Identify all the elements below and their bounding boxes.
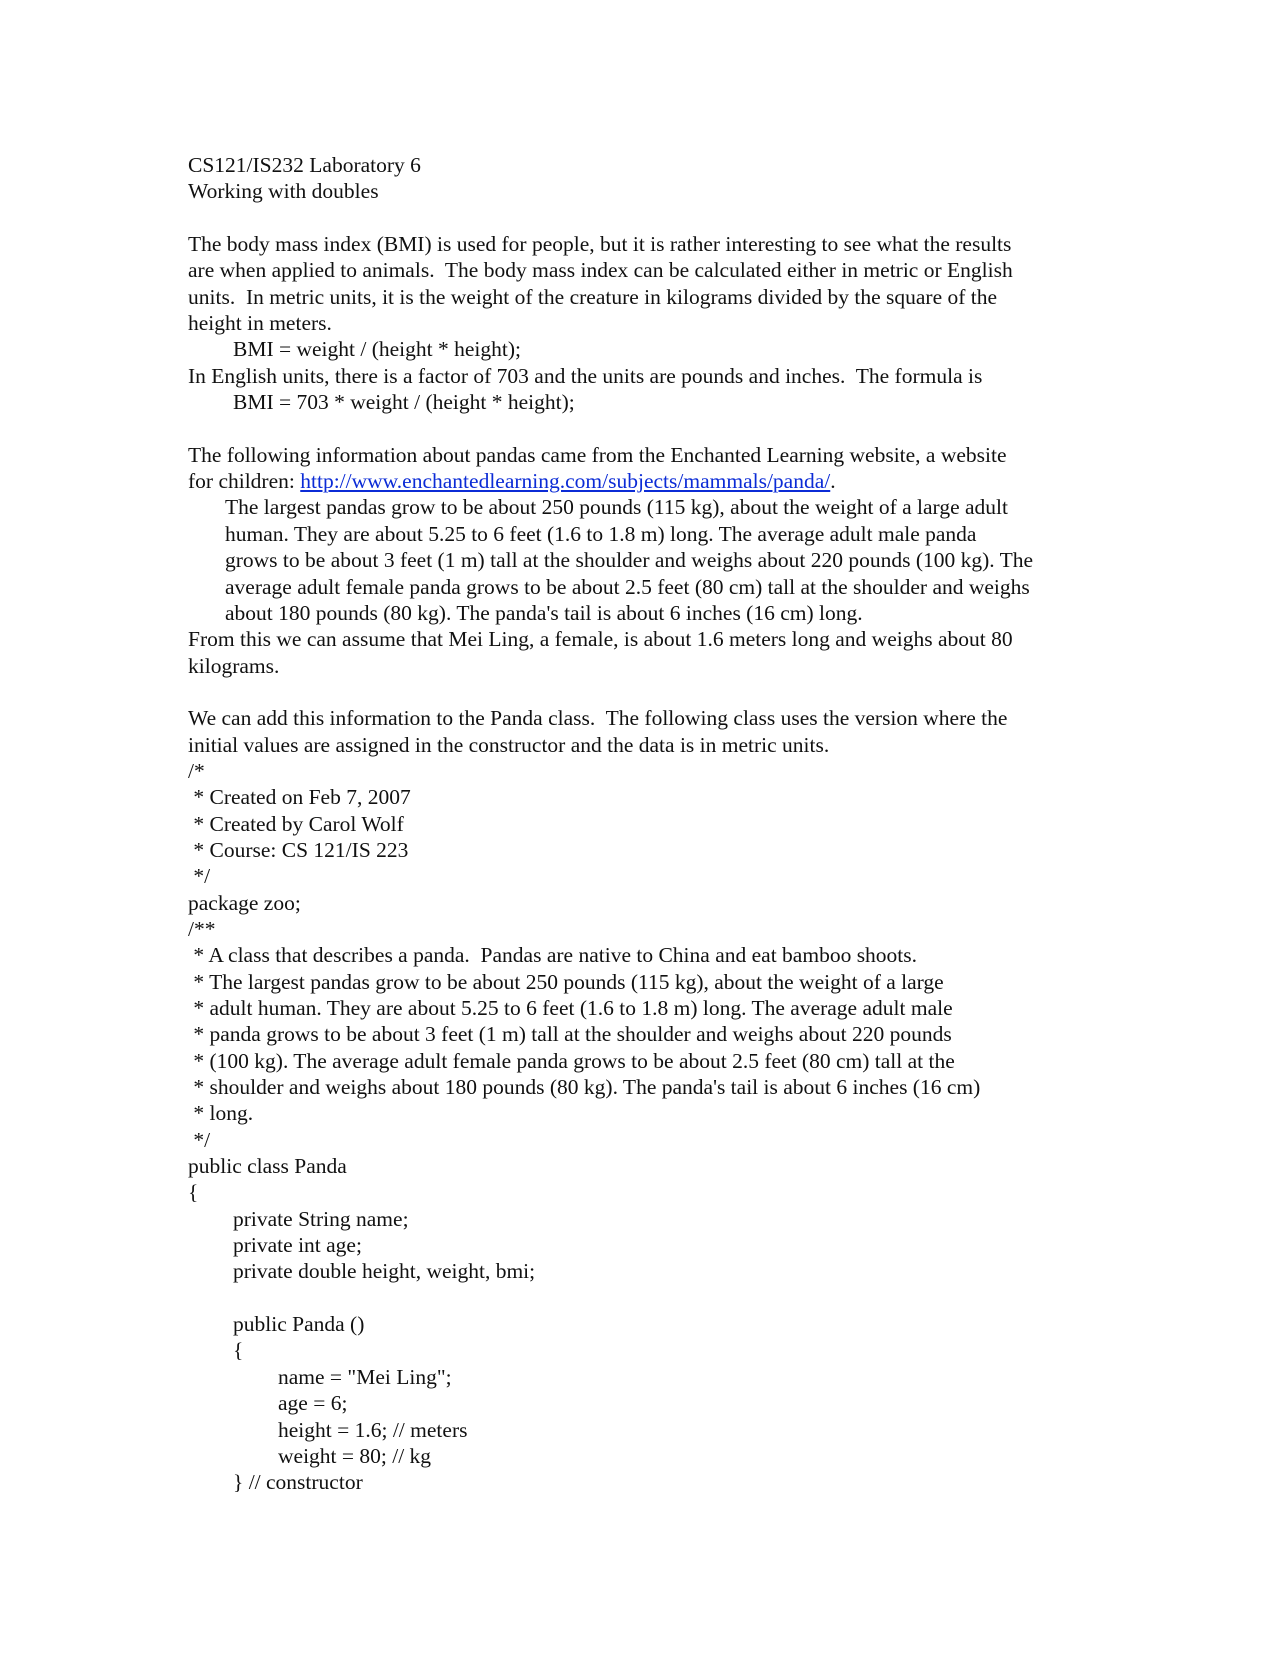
code-line: weight = 80; // kg (278, 1443, 432, 1468)
assumption-line-1: From this we can assume that Mei Ling, a female, is about 1.6 meters long and weighs about 80 (188, 627, 1013, 652)
code-line: /* (188, 758, 205, 783)
code-line: public Panda () (233, 1312, 365, 1337)
intro-line-2: are when applied to animals. The body mass index can be calculated either in metric or English (188, 258, 1013, 283)
enchanted-learning-link[interactable]: http://www.enchantedlearning.com/subjects/mammals/panda/ (300, 469, 831, 494)
document-page (188, 152, 1108, 1496)
code-line: * shoulder and weighs about 180 pounds (80 kg). The panda's tail is about 6 inches (16 cm) (188, 1075, 981, 1100)
intro-line-1: The body mass index (BMI) is used for people, but it is rather interesting to see what the results (188, 232, 1012, 257)
code-line: } // constructor (233, 1470, 363, 1495)
code-line: package zoo; (188, 890, 301, 915)
code-line: * long. (188, 1101, 254, 1126)
code-line: age = 6; (278, 1391, 348, 1416)
code-line: * (100 kg). The average adult female panda grows to be about 2.5 feet (80 cm) tall at the (188, 1048, 955, 1073)
lab-subtitle: Working with doubles (188, 179, 379, 204)
code-line: { (188, 1180, 199, 1205)
lab-title: CS121/IS232 Laboratory 6 (188, 153, 421, 177)
spacer (188, 679, 1108, 705)
code-line: private String name; (233, 1206, 409, 1231)
code-line: { (233, 1338, 244, 1363)
code-line: height = 1.6; // meters (278, 1417, 468, 1442)
quote-line-4: average adult female panda grows to be about 2.5 feet (80 cm) tall at the shoulder and weighs (225, 574, 1030, 599)
class-intro-line-1: We can add this information to the Panda class. The following class uses the version where the (188, 706, 1008, 731)
intro-line-4: height in meters. (188, 311, 332, 336)
quote-line-1: The largest pandas grow to be about 250 pounds (115 kg), about the weight of a large adult (225, 495, 1008, 520)
quote-line-2: human. They are about 5.25 to 6 feet (1.6 to 1.8 m) long. The average adult male panda (225, 521, 977, 546)
class-intro-line-2: initial values are assigned in the constructor and the data is in metric units. (188, 732, 830, 757)
code-line: * Course: CS 121/IS 223 (188, 837, 409, 862)
code-line: * The largest pandas grow to be about 250 pounds (115 kg), about the weight of a large (188, 969, 944, 994)
source-suffix: . (830, 469, 836, 494)
formula-english: BMI = 703 * weight / (height * height); (233, 390, 575, 415)
code-line: public class Panda (188, 1154, 347, 1179)
intro-line-3: units. In metric units, it is the weight of the creature in kilograms divided by the square of the (188, 284, 998, 309)
code-line: * panda grows to be about 3 feet (1 m) tall at the shoulder and weighs about 220 pounds (188, 1022, 952, 1047)
source-prefix: for children: (188, 469, 301, 494)
code-line: * A class that describes a panda. Pandas are native to China and eat bamboo shoots. (188, 943, 918, 968)
code-line: name = "Mei Ling"; (278, 1364, 452, 1389)
code-line: * Created on Feb 7, 2007 (188, 785, 411, 810)
assumption-line-2: kilograms. (188, 653, 280, 678)
code-line: */ (188, 864, 211, 889)
code-line: * Created by Carol Wolf (188, 811, 404, 836)
english-units-line: In English units, there is a factor of 703 and the units are pounds and inches. The formula is (188, 363, 983, 388)
quote-line-5: about 180 pounds (80 kg). The panda's tail is about 6 inches (16 cm) long. (225, 600, 863, 625)
spacer (188, 1285, 1108, 1311)
code-line: private int age; (233, 1233, 362, 1258)
formula-metric: BMI = weight / (height * height); (233, 337, 522, 362)
code-line: /** (188, 916, 216, 941)
code-line: */ (188, 1127, 211, 1152)
code-line: * adult human. They are about 5.25 to 6 feet (1.6 to 1.8 m) long. The average adult male (188, 996, 953, 1020)
quote-line-3: grows to be about 3 feet (1 m) tall at the shoulder and weighs about 220 pounds (100 kg). The (225, 548, 1034, 573)
spacer (188, 415, 1108, 441)
source-line-2 (188, 468, 1108, 494)
source-line-1: The following information about pandas came from the Enchanted Learning website, a website (188, 442, 1007, 467)
code-line: private double height, weight, bmi; (233, 1259, 536, 1284)
spacer (188, 205, 1108, 231)
